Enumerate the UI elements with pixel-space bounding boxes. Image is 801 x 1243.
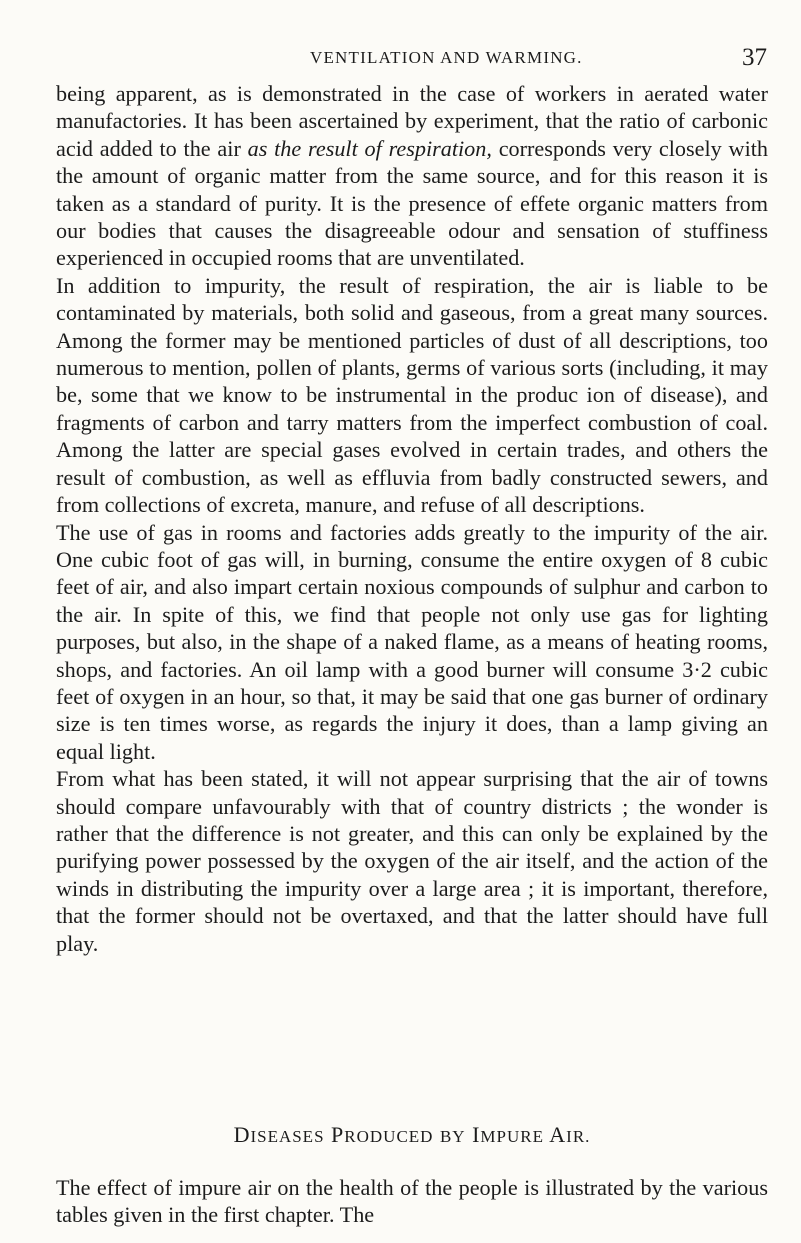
paragraph-1 [56, 80, 768, 272]
running-title: VENTILATION AND WARMING. [310, 48, 583, 67]
paragraph-1-before: being apparent, as is demonstrated in the case of workers in aerated water manufactories. It has been ascertained by experiment, that the ratio of carbonic acid added to the air [56, 81, 768, 161]
heading-cap-5: A [549, 1122, 567, 1147]
paragraph-1-after: corresponds very closely with the amount of organic matter from the same source, and for this reason it is taken as a standard of purity. It is the presence of effete organic matters from our bodies that causes the disagreeable odour and sensation of stuffiness experienced in occupied rooms that are unventilated. [56, 135, 768, 271]
paragraph-1-italic: as the result of respiration, [247, 135, 492, 161]
heading-cap-4: I [472, 1122, 481, 1147]
heading-rest-1: ISEASES [250, 1127, 325, 1146]
page-number: 37 [742, 44, 767, 71]
heading-cap-1: D [233, 1122, 251, 1147]
section-heading [56, 1122, 768, 1148]
heading-rest-4: MPURE [480, 1127, 544, 1146]
final-paragraph-block [56, 1174, 768, 1229]
paragraph-2: In addition to impurity, the result of respiration, the air is liable to be contaminated by materials, both solid and gaseous, from a great many sources. Among the former may be mentioned particles of dust of all descriptions, too numerous to mention, pollen of plants, germs of various sorts (including, it may be, some that we know to be instrumental in the produc ion of disease), and fragments of carbon and tarry matters from the imperfect combustion of coal. Among the latter are special gases evolved in certain trades, and others the result of combustion, as well as effluvia from badly constructed sewers, and from collections of excreta, manure, and refuse of all descriptions. [56, 272, 768, 518]
paragraph-4: From what has been stated, it will not appear surprising that the air of towns should compare unfavourably with that of country districts ; the wonder is rather that the difference is not greater, and this can only be explained by the purifying power possessed by the oxygen of the air itself, and the action of the winds in distributing the impurity over a large area ; it is important, therefore, that the former should not be overtaxed, and that the latter should have full play. [56, 766, 768, 956]
heading-rest-5: IR. [566, 1127, 591, 1146]
body-text [56, 80, 768, 957]
heading-rest-2: RODUCED [344, 1127, 434, 1146]
running-head [310, 46, 767, 72]
final-paragraph: The effect of impure air on the health of the people is illustrated by the various tables given in the first chapter. The [56, 1175, 768, 1228]
heading-cap-2: P [331, 1122, 345, 1147]
paragraph-3: The use of gas in rooms and factories adds greatly to the impurity of the air. One cubic foot of gas will, in burning, consume the entire oxygen of 8 cubic feet of air, and also impart certain noxious compounds of sulphur and carbon to the air. In spite of this, we find that people not only use gas for lighting purposes, but also, in the shape of a naked flame, as a means of heating rooms, shops, and factories. An oil lamp with a good burner will consume 3·2 cubic feet of oxygen in an hour, so that, it may be said that one gas burner of ordinary size is ten times worse, as regards the injury it does, than a lamp giving an equal light. [56, 519, 768, 764]
heading-word-3: BY [439, 1127, 466, 1146]
